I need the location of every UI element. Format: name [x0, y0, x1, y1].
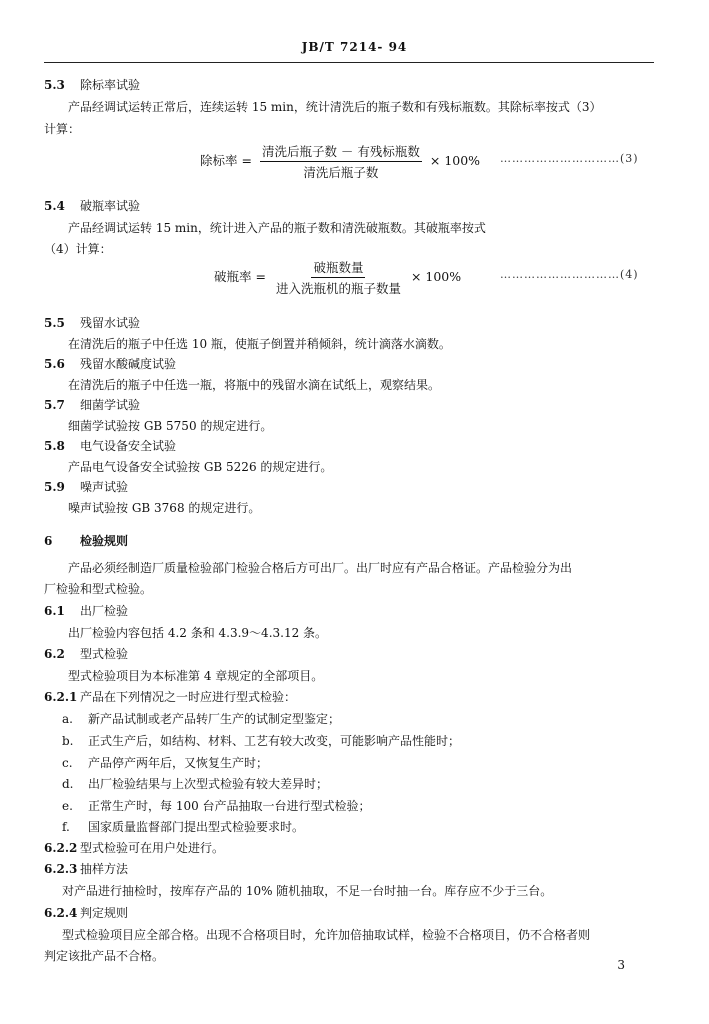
list-item	[62, 732, 460, 749]
formula-denominator: 进入洗瓶机的瓶子数量	[275, 281, 401, 296]
formula-numerator: 清洗后瓶子数 － 有残标瓶数	[260, 142, 422, 162]
section-title: 型式检验可在用户处进行。	[80, 841, 225, 855]
section-number: 6	[44, 534, 53, 548]
list-item	[62, 754, 268, 771]
section-number: 5.5	[44, 316, 65, 330]
list-marker: b.	[62, 734, 74, 748]
paragraph: 判定该批产品不合格。	[44, 949, 165, 963]
formula-factor: × 100%	[410, 269, 462, 284]
section-number: 5.9	[44, 480, 65, 494]
paragraph: （4）计算：	[44, 242, 112, 256]
section-title: 检验规则	[80, 534, 129, 548]
section-6-1-heading	[44, 602, 128, 619]
section-number: 6.2.2	[44, 841, 78, 855]
list-item	[62, 710, 340, 727]
paragraph: 产品电气设备安全试验按 GB 5226 的规定进行。	[68, 460, 333, 474]
list-marker: f.	[62, 820, 70, 834]
section-number: 6.2	[44, 647, 65, 661]
paragraph: 厂检验和型式检验。	[44, 582, 153, 596]
list-item	[62, 797, 371, 814]
paragraph: 型式检验项目应全部合格。出现不合格项目时，允许加倍抽取试样，检验不合格项目，仍不合格者则	[62, 928, 591, 942]
section-title: 破瓶率试验	[80, 199, 141, 213]
section-6-2-heading	[44, 645, 128, 662]
formula-fraction	[260, 142, 422, 181]
section-5-7-heading	[44, 396, 140, 413]
section-number: 5.3	[44, 78, 65, 92]
section-title: 产品在下列情况之一时应进行型式检验：	[80, 690, 297, 704]
section-number: 6.2.4	[44, 906, 78, 920]
formula-reference: …………………………(4)	[500, 268, 639, 281]
formula-lhs: 除标率 =	[200, 153, 252, 168]
section-5-3-heading	[44, 76, 140, 93]
header-rule	[44, 62, 654, 63]
section-title: 残留水酸碱度试验	[80, 357, 177, 371]
paragraph: 产品经调试运转 15 min，统计进入产品的瓶子数和清洗破瓶数。其破瓶率按式	[68, 221, 486, 235]
list-marker: d.	[62, 777, 74, 791]
formula-3	[200, 142, 480, 181]
paragraph: 在清洗后的瓶子中任选 10 瓶，使瓶子倒置并稍倾斜，统计滴落水滴数。	[68, 337, 451, 351]
section-title: 型式检验	[80, 647, 129, 661]
section-number: 5.7	[44, 398, 65, 412]
section-title: 判定规则	[80, 906, 129, 920]
paragraph: 噪声试验按 GB 3768 的规定进行。	[68, 501, 261, 515]
formula-4	[214, 258, 461, 297]
list-marker: a.	[62, 712, 73, 726]
list-item-text: 新产品试制或老产品转厂生产的试制定型鉴定；	[88, 712, 341, 726]
section-number: 5.6	[44, 357, 65, 371]
paragraph: 细菌学试验按 GB 5750 的规定进行。	[68, 419, 273, 433]
list-item-text: 产品停产两年后，又恢复生产时；	[88, 756, 269, 770]
standard-code-header: JB/T 7214- 94	[301, 40, 408, 54]
paragraph: 产品必须经制造厂质量检验部门检验合格后方可出厂。出厂时应有产品合格证。产品检验分为出	[68, 561, 573, 575]
section-5-9-heading	[44, 478, 128, 495]
formula-lhs: 破瓶率 =	[214, 269, 266, 284]
page-number: 3	[617, 958, 625, 972]
section-title: 细菌学试验	[80, 398, 141, 412]
paragraph: 在清洗后的瓶子中任选一瓶，将瓶中的残留水滴在试纸上，观察结果。	[68, 378, 441, 392]
list-marker: e.	[62, 799, 73, 813]
section-title: 出厂检验	[80, 604, 129, 618]
formula-fraction	[274, 258, 403, 297]
section-title: 残留水试验	[80, 316, 141, 330]
section-5-4-heading	[44, 197, 140, 214]
section-6-2-4-heading	[44, 904, 128, 921]
section-number: 6.2.3	[44, 862, 78, 876]
section-6-2-1-heading	[44, 688, 296, 705]
section-title: 噪声试验	[80, 480, 129, 494]
section-number: 6.2.1	[44, 690, 78, 704]
formula-numerator: 破瓶数量	[311, 258, 365, 278]
paragraph: 对产品进行抽检时，按库存产品的 10% 随机抽取，不足一台时抽一台。库存应不少于三台。	[62, 884, 553, 898]
section-6-2-3-heading	[44, 860, 128, 877]
section-6-heading	[44, 532, 128, 549]
section-5-6-heading	[44, 355, 176, 372]
section-5-5-heading	[44, 314, 140, 331]
section-title: 除标率试验	[80, 78, 141, 92]
list-item	[62, 818, 304, 835]
section-5-8-heading	[44, 437, 176, 454]
list-item-text: 国家质量监督部门提出型式检验要求时。	[88, 820, 305, 834]
section-6-2-2-heading	[44, 839, 224, 856]
paragraph: 出厂检验内容包括 4.2 条和 4.3.9～4.3.12 条。	[68, 626, 328, 640]
paragraph: 计算：	[44, 122, 81, 136]
list-item-text: 出厂检验结果与上次型式检验有较大差异时；	[88, 777, 329, 791]
formula-reference: …………………………(3)	[500, 152, 639, 165]
list-item-text: 正式生产后，如结构、材料、工艺有较大改变，可能影响产品性能时；	[88, 734, 461, 748]
formula-denominator: 清洗后瓶子数	[303, 165, 379, 180]
list-item	[62, 775, 328, 792]
section-number: 5.8	[44, 439, 65, 453]
paragraph: 产品经调试运转正常后，连续运转 15 min，统计清洗后的瓶子数和有残标瓶数。其除标率按式（3）	[68, 100, 602, 114]
section-title: 电气设备安全试验	[80, 439, 177, 453]
formula-factor: × 100%	[429, 153, 481, 168]
section-number: 6.1	[44, 604, 65, 618]
paragraph: 型式检验项目为本标准第 4 章规定的全部项目。	[68, 669, 324, 683]
list-marker: c.	[62, 756, 73, 770]
list-item-text: 正常生产时，每 100 台产品抽取一台进行型式检验；	[88, 799, 371, 813]
section-title: 抽样方法	[80, 862, 129, 876]
section-number: 5.4	[44, 199, 65, 213]
